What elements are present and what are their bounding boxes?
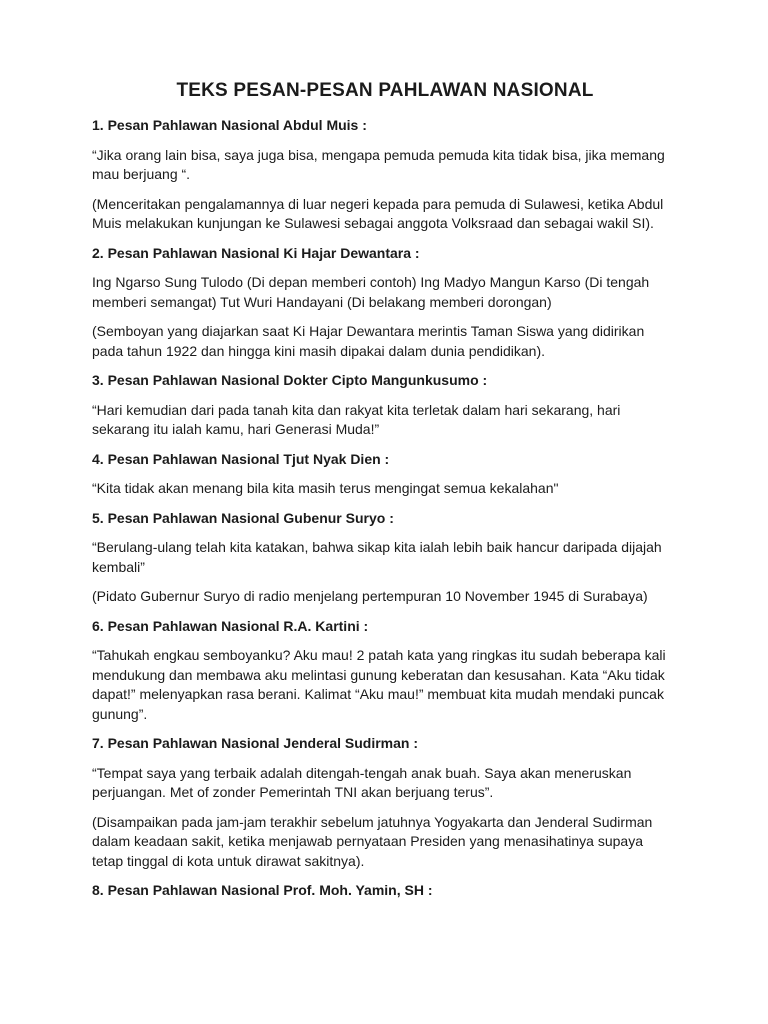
section-note: (Pidato Gubernur Suryo di radio menjelang pertempuran 10 November 1945 di Surabaya) <box>92 588 648 604</box>
section-cipto-mangunkusumo <box>92 371 678 440</box>
section-ra-kartini <box>92 617 678 725</box>
section-heading: 6. Pesan Pahlawan Nasional R.A. Kartini : <box>92 617 369 634</box>
section-heading: 5. Pesan Pahlawan Nasional Gubenur Suryo : <box>92 509 394 526</box>
section-heading: 4. Pesan Pahlawan Nasional Tjut Nyak Dien : <box>92 450 390 467</box>
section-heading: 8. Pesan Pahlawan Nasional Prof. Moh. Yamin, SH : <box>92 882 433 898</box>
section-moh-yamin <box>92 881 678 901</box>
section-heading: 1. Pesan Pahlawan Nasional Abdul Muis : <box>92 117 367 133</box>
section-heading: 3. Pesan Pahlawan Nasional Dokter Cipto Mangunkusumo : <box>92 372 488 388</box>
section-quote: “Kita tidak akan menang bila kita masih terus mengingat semua kekalahan" <box>92 480 559 496</box>
section-quote: “Tahukah engkau semboyanku? Aku mau! 2 patah kata yang ringkas itu sudah beberapa kali mendukung dan membawa aku melintasi gunung keberatan dan kesusahan. Kata “Aku tidak dapat!” melenyapkan rasa berani. Kalimat “Aku mau!” membuat kita mudah mendaki puncak gunung”. <box>92 647 666 722</box>
section-heading: 7. Pesan Pahlawan Nasional Jenderal Sudirman : <box>92 735 419 751</box>
section-note: (Semboyan yang diajarkan saat Ki Hajar Dewantara merintis Taman Siswa yang didirikan pada tahun 1922 dan hingga kini masih dipakai dalam dunia pendidikan). <box>92 323 645 359</box>
section-ki-hajar-dewantara <box>92 244 678 362</box>
section-quote: Ing Ngarso Sung Tulodo (Di depan memberi contoh) Ing Madyo Mangun Karso (Di tengah memberi semangat) Tut Wuri Handayani (Di belakang memberi dorongan) <box>92 274 650 310</box>
section-quote: “Tempat saya yang terbaik adalah ditengah-tengah anak buah. Saya akan meneruskan perjuangan. Met of zonder Pemerintah TNI akan berjuang terus”. <box>92 764 632 800</box>
section-quote: “Hari kemudian dari pada tanah kita dan rakyat kita terletak dalam hari sekarang, hari sekarang itu ialah kamu, hari Generasi Muda!” <box>92 401 621 437</box>
section-tjut-nyak-dien <box>92 450 678 499</box>
section-abdul-muis <box>92 116 678 234</box>
section-gubenur-suryo <box>92 509 678 607</box>
section-jenderal-sudirman <box>92 734 678 871</box>
section-heading: 2. Pesan Pahlawan Nasional Ki Hajar Dewantara : <box>92 244 420 261</box>
section-quote: “Berulang-ulang telah kita katakan, bahwa sikap kita ialah lebih baik hancur daripada dijajah kembali” <box>92 539 662 575</box>
section-note: (Menceritakan pengalamannya di luar negeri kepada para pemuda di Sulawesi, ketika Abdul Muis melakukan kunjungan ke Sulawesi sebagai anggota Volksraad dan sebagai wakil SI). <box>92 195 664 231</box>
page-title: TEKS PESAN-PESAN PAHLAWAN NASIONAL <box>176 80 594 101</box>
section-note: (Disampaikan pada jam-jam terakhir sebelum jatuhnya Yogyakarta dan Jenderal Sudirman dalam keadaan sakit, ketika menjawab pernyataan Presiden yang menasihatinya supaya tetap tinggal di kota untuk dirawat sakitnya). <box>92 813 653 869</box>
section-quote: “Jika orang lain bisa, saya juga bisa, mengapa pemuda pemuda kita tidak bisa, jika memang mau berjuang “. <box>92 146 665 182</box>
